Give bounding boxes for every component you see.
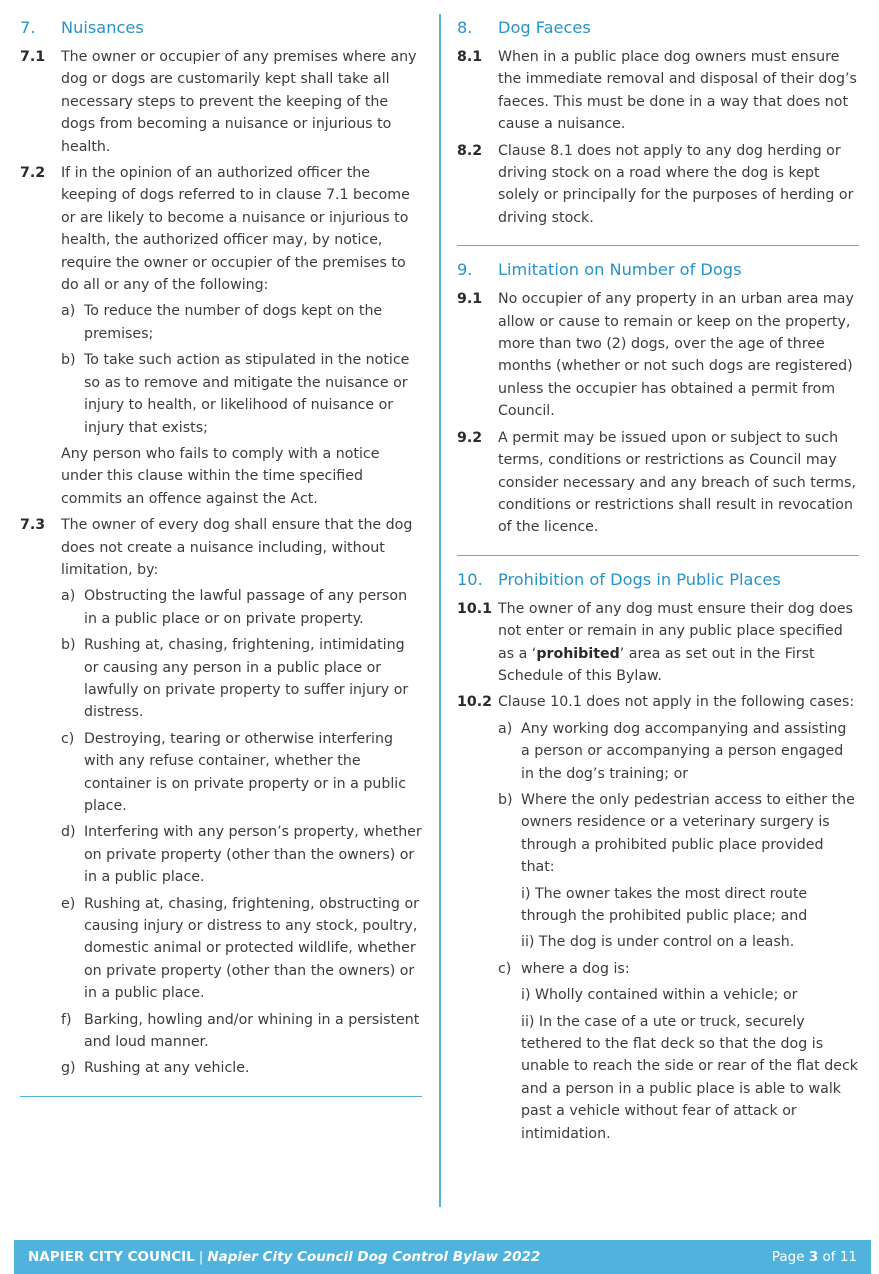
- section-number: 10.: [457, 569, 483, 589]
- list-text: Destroying, tearing or otherwise interfering with any refuse container, whether the container is on private property or in a public place.: [84, 730, 407, 814]
- list-text: Interfering with any person’s property, whether on private property (other than the owners) or in a public place.: [84, 824, 422, 886]
- page-indicator: [772, 1249, 857, 1265]
- clause-text: A permit may be issued upon or subject to such terms, conditions or restrictions as Council may consider necessary and any breach of such terms, conditions or restrictions shall result in revocation of the licence.: [498, 429, 856, 536]
- list-text: where a dog is:: [521, 960, 630, 977]
- list-item: [498, 958, 859, 1145]
- clause-number: 10.1: [457, 600, 493, 617]
- list-item: [61, 893, 422, 1005]
- clause-text: The owner of every dog shall ensure that the dog does not create a nuisance including, without limitation, by:: [61, 517, 413, 578]
- list-item: [61, 349, 422, 439]
- page-prefix: Page: [771, 1249, 805, 1265]
- list-letter: a): [61, 588, 76, 605]
- sub-list-item: i) Wholly contained within a vehicle; or: [521, 987, 798, 1004]
- section-8-heading: [457, 14, 859, 42]
- clause-9-1: [457, 288, 859, 422]
- list-letter: b): [61, 352, 76, 369]
- list-item: [498, 718, 859, 785]
- list-letter: c): [498, 960, 512, 977]
- list-text: Any working dog accompanying and assisting a person or accompanying a person engaged in the dog’s training; or: [521, 720, 847, 782]
- list-letter: a): [61, 303, 76, 320]
- list-text: Barking, howling and/or whining in a persistent and loud manner.: [84, 1011, 420, 1051]
- list-letter: b): [61, 637, 76, 654]
- page-footer: [14, 1240, 871, 1274]
- clause-number: 9.2: [457, 429, 483, 446]
- list-item: [61, 1057, 422, 1079]
- clause-number: 8.1: [457, 49, 483, 65]
- list-item: [61, 728, 422, 818]
- clause-text: No occupier of any property in an urban area may allow or cause to remain or keep on the property, more than two (2) dogs, over the age of three months (whether or not such dogs are registered) unless the occupier has obtained a permit from Council.: [498, 291, 854, 420]
- clause-text: The owner or occupier of any premises where any dog or dogs are customarily kept shall take all necessary steps to prevent the keeping of the dogs from becoming a nuisance or injurious to health.: [61, 49, 417, 155]
- list-text: Obstructing the lawful passage of any person in a public place or on private property.: [84, 588, 408, 627]
- section-9-heading: [457, 256, 859, 284]
- section-10-heading: [457, 566, 859, 594]
- section-7-heading: [20, 14, 422, 42]
- organisation-name: NAPIER CITY COUNCIL: [28, 1249, 195, 1265]
- section-title: Prohibition of Dogs in Public Places: [498, 569, 781, 589]
- clause-number: 7.1: [20, 49, 46, 65]
- list-item: [498, 789, 859, 954]
- sub-list-item: ii) The dog is under control on a leash.: [521, 934, 795, 951]
- clause-text: [498, 598, 859, 688]
- footer-separator: |: [198, 1249, 204, 1265]
- clause-7-1: [20, 46, 422, 158]
- list-text: To take such action as stipulated in the notice so as to remove and mitigate the nuisance or injury to health, or likelihood of nuisance or injury that exists;: [84, 352, 410, 436]
- clause-number: 9.1: [457, 291, 483, 308]
- list-text: Rushing at any vehicle.: [84, 1060, 250, 1077]
- clause-8-2: [457, 140, 859, 230]
- list-item: [61, 821, 422, 888]
- clause-text: Clause 10.1 does not apply in the following cases:: [498, 694, 855, 711]
- section-number: 7.: [20, 18, 36, 37]
- right-column: [457, 14, 859, 1145]
- list-letter: g): [61, 1060, 76, 1077]
- left-column: [20, 14, 422, 1097]
- clause-8-1: [457, 46, 859, 136]
- list-text: To reduce the number of dogs kept on the premises;: [84, 303, 383, 342]
- section-number: 8.: [457, 18, 473, 37]
- section-title: Nuisances: [61, 18, 144, 37]
- clause-text: When in a public place dog owners must ensure the immediate removal and disposal of their dog’s faeces. This must be done in a way that does not cause a nuisance.: [498, 49, 857, 133]
- list-letter: a): [498, 720, 513, 737]
- section-divider: [457, 555, 859, 556]
- section-number: 9.: [457, 260, 473, 280]
- clause-text: Clause 8.1 does not apply to any dog herding or driving stock on a road where the dog is kept solely or principally for the purposes of herding or driving stock.: [498, 142, 854, 226]
- clause-text-part: The owner of any dog must ensure their dog does not enter or remain in any public place specified as a ‘: [498, 600, 853, 662]
- sub-list-item: ii) In the case of a ute or truck, securely tethered to the flat deck so that the dog is unable to reach the side or rear of the flat deck and a person in a public place is able to walk past a vehicle without fear of attack or intimidation.: [521, 1013, 858, 1142]
- sub-list-item: i) The owner takes the most direct route through the prohibited public place; and: [521, 885, 808, 924]
- clause-number: 8.2: [457, 142, 483, 159]
- list-text: Rushing at, chasing, frightening, obstructing or causing injury or distress to any stock, poultry, domestic animal or protected wildlife, whether on private property (other than the owners) or in a public place.: [84, 895, 419, 1002]
- list-item: [61, 300, 422, 345]
- clause-note: Any person who fails to comply with a notice under this clause within the time specified commits an offence against the Act.: [61, 445, 380, 507]
- clause-9-2: [457, 427, 859, 539]
- list-text: Rushing at, chasing, frightening, intimidating or causing any person in a public place or lawfully on private property to suffer injury or distress.: [84, 637, 409, 721]
- clause-7-2: [20, 162, 422, 510]
- section-divider: [20, 1096, 422, 1097]
- clause-number: 7.2: [20, 165, 46, 182]
- page-number: 3: [808, 1249, 819, 1265]
- clause-7-3: [20, 514, 422, 1080]
- section-title: Limitation on Number of Dogs: [498, 260, 742, 280]
- list-letter: d): [61, 824, 76, 841]
- clause-text-part: ’ area as set out in the First Schedule of this Bylaw.: [498, 645, 815, 684]
- section-divider: [457, 245, 859, 246]
- section-title: Dog Faeces: [498, 18, 591, 37]
- list-letter: c): [61, 730, 75, 747]
- list-item: [61, 634, 422, 724]
- list-text: Where the only pedestrian access to either the owners residence or a veterinary surgery is through a prohibited public place provided that:: [521, 791, 855, 876]
- prohibited-term: prohibited: [536, 645, 620, 662]
- document-title: Napier City Council Dog Control Bylaw 2022: [207, 1249, 541, 1265]
- clause-number: 10.2: [457, 694, 493, 711]
- clause-text: If in the opinion of an authorized officer the keeping of dogs referred to in clause 7.1 become or are likely to become a nuisance or injurious to health, the authorized officer may, by notice, require the owner or occupier of the premises to do all or any of the following:: [61, 165, 410, 294]
- clause-10-2: [457, 691, 859, 1145]
- column-divider: [439, 14, 441, 1207]
- clause-number: 7.3: [20, 517, 46, 534]
- list-letter: f): [61, 1011, 72, 1028]
- clause-10-1: [457, 598, 859, 688]
- list-letter: e): [61, 895, 76, 912]
- list-item: [61, 585, 422, 630]
- list-item: [61, 1009, 422, 1054]
- list-letter: b): [498, 791, 513, 808]
- page-total: of 11: [822, 1249, 857, 1265]
